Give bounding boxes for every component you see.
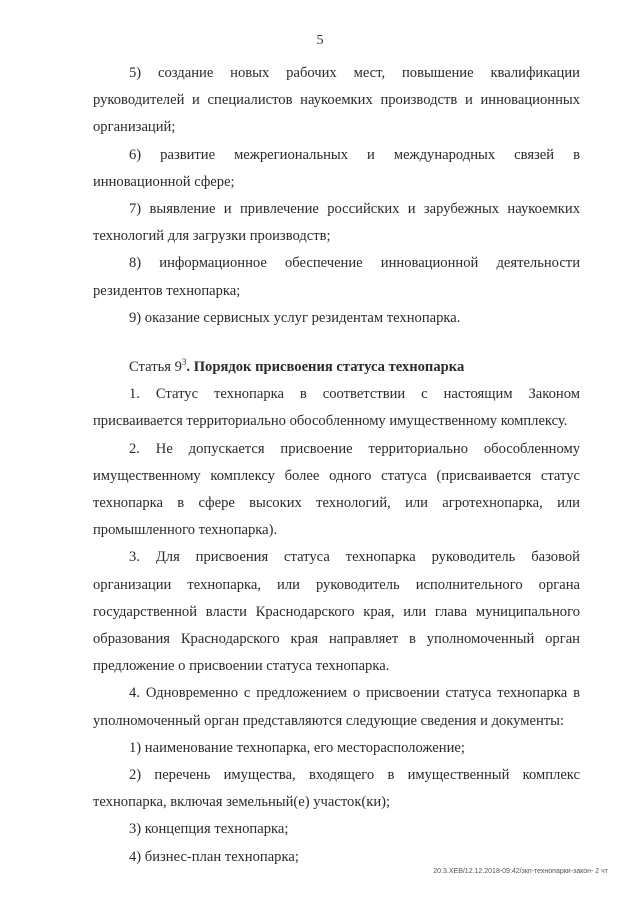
paragraph: 3. Для присвоения статуса технопарка руководитель базовой организации технопарка, или руководитель исполнительного органа государственной власти Краснодарского края, или глава муниципального образования Краснодарского края направляет в уполномоченный орган предложение о присвоении статуса технопарка.: [93, 549, 580, 675]
article-title: . Порядок присвоения статуса технопарка: [186, 359, 465, 376]
article-heading: [93, 354, 580, 381]
page-number: 5: [316, 33, 324, 48]
paragraph: 1. Статус технопарка в соответствии с настоящим Законом присваивается территориально обособленному имущественному комплексу.: [93, 386, 580, 430]
list-item: 8) информационное обеспечение инновационной деятельности резидентов технопарка;: [93, 255, 580, 299]
footer-document-code: 20.3.XEB/12.12.2018-09:42/зкп-технопарки-закон- 2 чт: [433, 868, 608, 875]
list-item: 4) бизнес-план технопарка;: [129, 848, 299, 865]
document-body: [93, 60, 580, 871]
list-item: 1) наименование технопарка, его месторасположение;: [129, 739, 465, 756]
list-item: 2) перечень имущества, входящего в имущественный комплекс технопарка, включая земельный(е) участок(ки);: [93, 767, 580, 811]
article-label: Статья 9: [129, 359, 182, 376]
list-item: 9) оказание сервисных услуг резидентам технопарка.: [129, 309, 461, 326]
list-item: 5) создание новых рабочих мест, повышение квалификации руководителей и специалистов наукоемких производств и инновационных организаций;: [93, 65, 580, 136]
list-item: 3) концепция технопарка;: [129, 821, 289, 838]
article-superscript: 3: [181, 357, 187, 368]
paragraph: 4. Одновременно с предложением о присвоении статуса технопарка в уполномоченный орган представляются следующие сведения и документы:: [93, 685, 580, 729]
list-item: 7) выявление и привлечение российских и зарубежных наукоемких технологий для загрузки производств;: [93, 201, 580, 245]
paragraph: 2. Не допускается присвоение территориально обособленному имущественному комплексу более одного статуса (присваивается статус технопарка в сфере высоких технологий, или агротехнопарка, или промышленного технопарка).: [93, 440, 580, 539]
list-item: 6) развитие межрегиональных и международных связей в инновационной сфере;: [93, 146, 580, 190]
